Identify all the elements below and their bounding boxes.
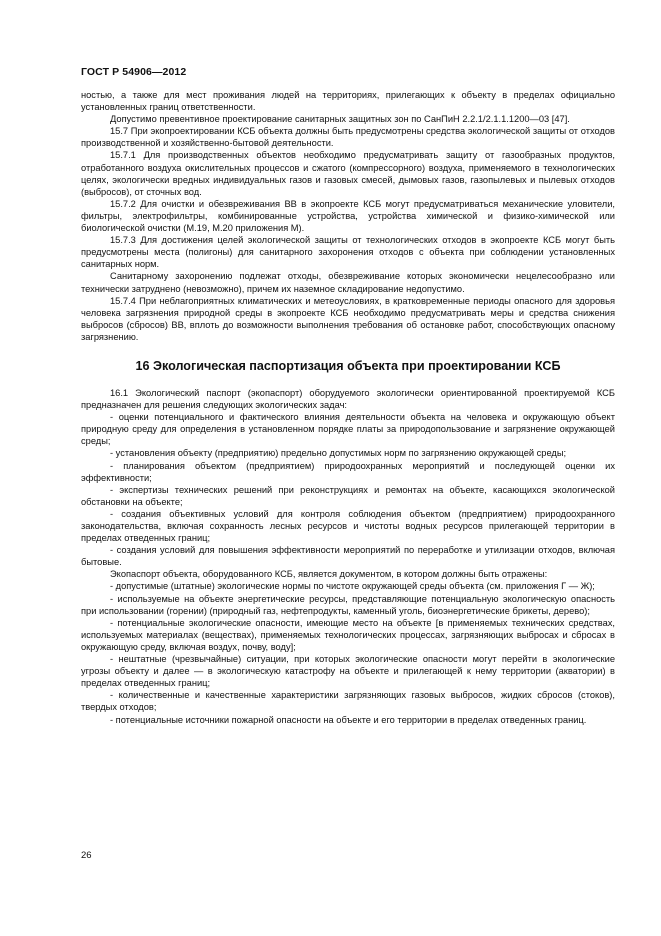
paragraph: Экопаспорт объекта, оборудованного КСБ, является документом, в котором должны быть отражены:: [110, 569, 548, 580]
document-header: ГОСТ Р 54906—2012: [81, 66, 187, 78]
paragraph: 16.1 Экологический паспорт (экопаспорт) оборудуемого экологически ориентированной проектируемой КСБ предназначен для решения следующих экологических задач:: [81, 387, 615, 411]
list-item: - потенциальные источники пожарной опасности на объекте и его территории в пределах отведенных границ.: [110, 714, 587, 725]
paragraph: 15.7.1 Для производственных объектов необходимо предусматривать защиту от газообразных продуктов, отработанного воздуха окислительных процессов и сжатого (компрессорного) воздуха, применяемого в технологических целях, экологически вредных индивидуальных газов и газовых смесей, дымовых газов, газопылевых и пылевых отходов (выбросов), от сточных вод.: [81, 150, 615, 197]
list-item: - количественные и качественные характеристики загрязняющих газовых выбросов, жидких сбросов (стоков), твердых отходов;: [81, 690, 615, 713]
document-body: [81, 89, 615, 726]
list-item: - допустимые (штатные) экологические нормы по чистоте окружающей среды объекта (см. приложения Г — Ж);: [110, 581, 595, 592]
paragraph: ностью, а также для мест проживания людей на территориях, прилегающих к объекту в пределах официально установленных границ ответственности.: [81, 90, 615, 113]
page-number: 26: [81, 850, 92, 861]
paragraph: 15.7.3 Для достижения целей экологической защиты от технологических отходов в экопроекте КСБ могут быть предусмотрены места (полигоны) для санитарного захоронения отходов с объекта при соблюдении установленных санитарных норм.: [81, 235, 615, 270]
list-item: - нештатные (чрезвычайные) ситуации, при которых экологические опасности могут перейти в экологические угрозы объекту и далее — в экологическую катастрофу на объекте и прилегающей к нему территории (акватории) в пределах отведенных границ;: [81, 654, 615, 689]
list-item: - установления объекту (предприятию) предельно допустимых норм по загрязнению окружающей среды;: [110, 448, 567, 459]
paragraph: 15.7.4 При неблагоприятных климатических и метеоусловиях, в кратковременные периоды опасного для здоровья человека загрязнения природной среды в экопроекте КСБ необходимо предусматривать меры и средства снижения выбросов (сбросов) ВВ, вплоть до возможности выполнения требования об остановке работ, способствующих опасному загрязнению.: [81, 295, 615, 342]
list-item: - потенциальные экологические опасности, имеющие место на объекте [в применяемых технических средствах, используемых материалах (веществах), применяемых технологических процессах, загрязняющих выбросах и сбросах в окружающую среду, включая воздух, почву, воду];: [81, 617, 615, 652]
paragraph: 15.7.2 Для очистки и обезвреживания ВВ в экопроекте КСБ могут предусматриваться механические уловители, фильтры, электрофильтры, комбинированные устройства, устройства химической и физико-химической или биологической очистки (М.19, М.20 приложения М).: [81, 198, 615, 234]
section-heading: 16 Экологическая паспортизация объекта при проектировании КСБ: [135, 358, 561, 373]
list-item: - планирования объектом (предприятием) природоохранных мероприятий и последующей оценки их эффективности;: [81, 460, 615, 483]
list-item: - оценки потенциального и фактического влияния деятельности объекта на человека и окружающую объект природную среду для определения в установленном порядке платы за природопользование и загрязнение окружающей среды;: [81, 412, 615, 447]
list-item: - используемые на объекте энергетические ресурсы, представляющие потенциальную экологическую опасность при использовании (горении) (природный газ, нефтепродукты, каменный уголь, биоэнергетические брикеты, дерево);: [81, 593, 615, 616]
list-item: - создания объективных условий для контроля соблюдения объектом (предприятием) природоохранного законодательства, включая сохранность лесных ресурсов и чистоты водных ресурсов прилегающей территории в пределах отведенных границ;: [81, 508, 615, 544]
paragraph: 15.7 При экопроектировании КСБ объекта должны быть предусмотрены средства экологической защиты от отходов производственной и хозяйственно-бытовой деятельности.: [81, 126, 615, 149]
list-item: - экспертизы технических решений при реконструкциях и ремонтах на объекте, касающихся экологической обстановки на объекте;: [81, 484, 615, 507]
paragraph: Допустимо превентивное проектирование санитарных защитных зон по СанПиН 2.2.1/2.1.1.1200—03 [47].: [110, 114, 570, 125]
paragraph: Санитарному захоронению подлежат отходы, обезвреживание которых экономически нецелесообразно или технически затруднено (невозможно), причем их наземное складирование недопустимо.: [81, 271, 615, 294]
list-item: - создания условий для повышения эффективности мероприятий по переработке и утилизации отходов, включая бытовые.: [81, 545, 615, 568]
